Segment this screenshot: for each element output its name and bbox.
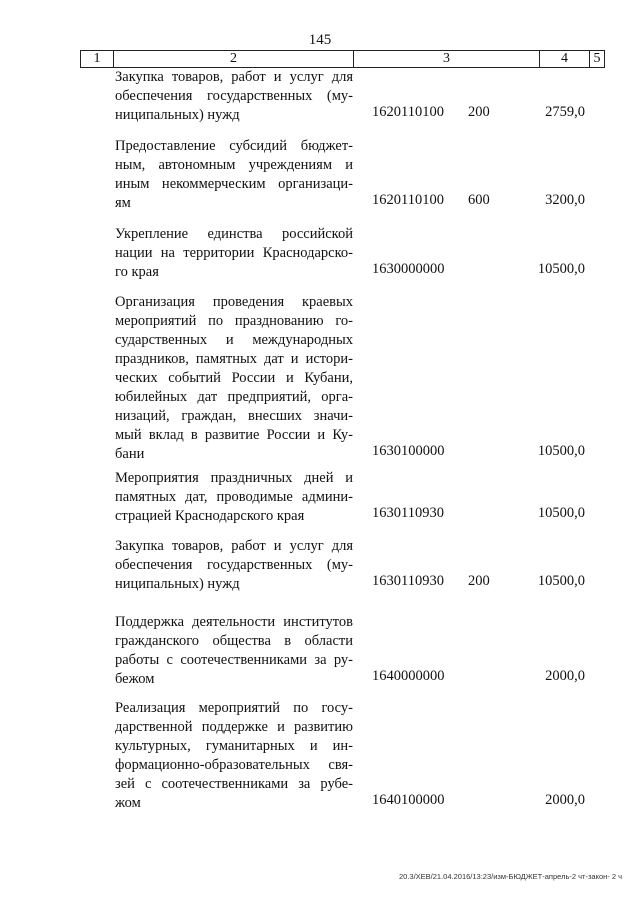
description-line: ниципальных) нужд	[115, 576, 240, 592]
row-expense-type: 600	[468, 192, 490, 208]
row-code: 1620110100	[372, 104, 444, 120]
description-line: Укрепление единства российской	[115, 226, 353, 242]
description-line: ям	[115, 195, 131, 211]
description-line: Закупка товаров, работ и услуг для	[115, 69, 353, 85]
row-code: 1630000000	[372, 261, 445, 277]
description-line: мероприятий по празднованию го-	[115, 313, 353, 329]
description-line: обеспечения государственных (му-	[115, 88, 353, 104]
row-code: 1640100000	[372, 792, 445, 808]
header-col-1: 1	[81, 51, 114, 67]
description-line: Предоставление субсидий бюджет-	[115, 138, 353, 154]
table-header	[80, 50, 605, 68]
description-line: Закупка товаров, работ и услуг для	[115, 538, 353, 554]
row-amount: 10500,0	[537, 573, 585, 589]
description-line: работы с соотечественниками за ру-	[115, 652, 353, 668]
row-amount: 10500,0	[537, 505, 585, 521]
row-expense-type: 200	[468, 573, 490, 589]
header-col-3: 3	[354, 51, 540, 67]
document-footer-stamp: 20.3/ХЕВ/21.04.2016/13:23/изм-БЮДЖЕТ-апрель-2 чт-закон- 2 ч	[398, 872, 622, 881]
description-line: бани	[115, 446, 145, 462]
description-line: сударственных и международных	[115, 332, 353, 348]
description-line: дарственной поддержке и развитию	[115, 719, 353, 735]
description-line: обеспечения государственных (му-	[115, 557, 353, 573]
description-line: ниципальных) нужд	[115, 107, 240, 123]
row-code: 1630110930	[372, 505, 444, 521]
row-code: 1620110100	[372, 192, 444, 208]
row-amount: 2759,0	[545, 104, 585, 120]
description-line: гражданского общества в области	[115, 633, 353, 649]
row-code: 1640000000	[372, 668, 445, 684]
page-number: 145	[308, 32, 332, 48]
description-line: зей с соотечественниками за рубе-	[115, 776, 353, 792]
description-line: го края	[115, 264, 159, 280]
row-description	[115, 68, 353, 125]
header-col-2: 2	[114, 51, 354, 67]
description-line: нации на территории Краснодарско-	[115, 245, 353, 261]
row-amount: 2000,0	[545, 668, 585, 684]
description-line: Поддержка деятельности институтов	[115, 614, 353, 630]
row-description	[115, 613, 353, 689]
description-line: праздников, памятных дат и истори-	[115, 351, 353, 367]
description-line: юбилейных дат предприятий, орга-	[115, 389, 353, 405]
description-line: Организация проведения краевых	[115, 294, 353, 310]
description-line: страцией Краснодарского края	[115, 508, 305, 524]
row-amount: 10500,0	[537, 443, 585, 459]
description-line: формационно-образовательных свя-	[115, 757, 353, 773]
description-line: жом	[115, 795, 141, 811]
description-line: бежом	[115, 671, 155, 687]
row-description	[115, 469, 353, 526]
description-line: иным некоммерческим организаци-	[115, 176, 353, 192]
description-line: культурных, гуманитарных и ин-	[115, 738, 353, 754]
row-expense-type: 200	[468, 104, 490, 120]
row-description	[115, 225, 353, 282]
description-line: Мероприятия праздничных дней и	[115, 470, 353, 486]
row-description	[115, 293, 353, 464]
row-description	[115, 137, 353, 213]
header-col-4: 4	[540, 51, 590, 67]
header-col-5: 5	[593, 51, 601, 66]
row-description	[115, 537, 353, 594]
description-line: ческих событий России и Кубани,	[115, 370, 353, 386]
row-description	[115, 699, 353, 813]
description-line: низаций, граждан, внесших значи-	[115, 408, 353, 424]
row-amount: 3200,0	[545, 192, 585, 208]
row-amount: 10500,0	[537, 261, 585, 277]
description-line: Реализация мероприятий по госу-	[115, 700, 353, 716]
description-line: памятных дат, проводимые админи-	[115, 489, 353, 505]
row-amount: 2000,0	[545, 792, 585, 808]
row-code: 1630100000	[372, 443, 445, 459]
description-line: ным, автономным учреждениям и	[115, 157, 353, 173]
row-code: 1630110930	[372, 573, 444, 589]
description-line: мый вклад в развитие России и Ку-	[115, 427, 353, 443]
